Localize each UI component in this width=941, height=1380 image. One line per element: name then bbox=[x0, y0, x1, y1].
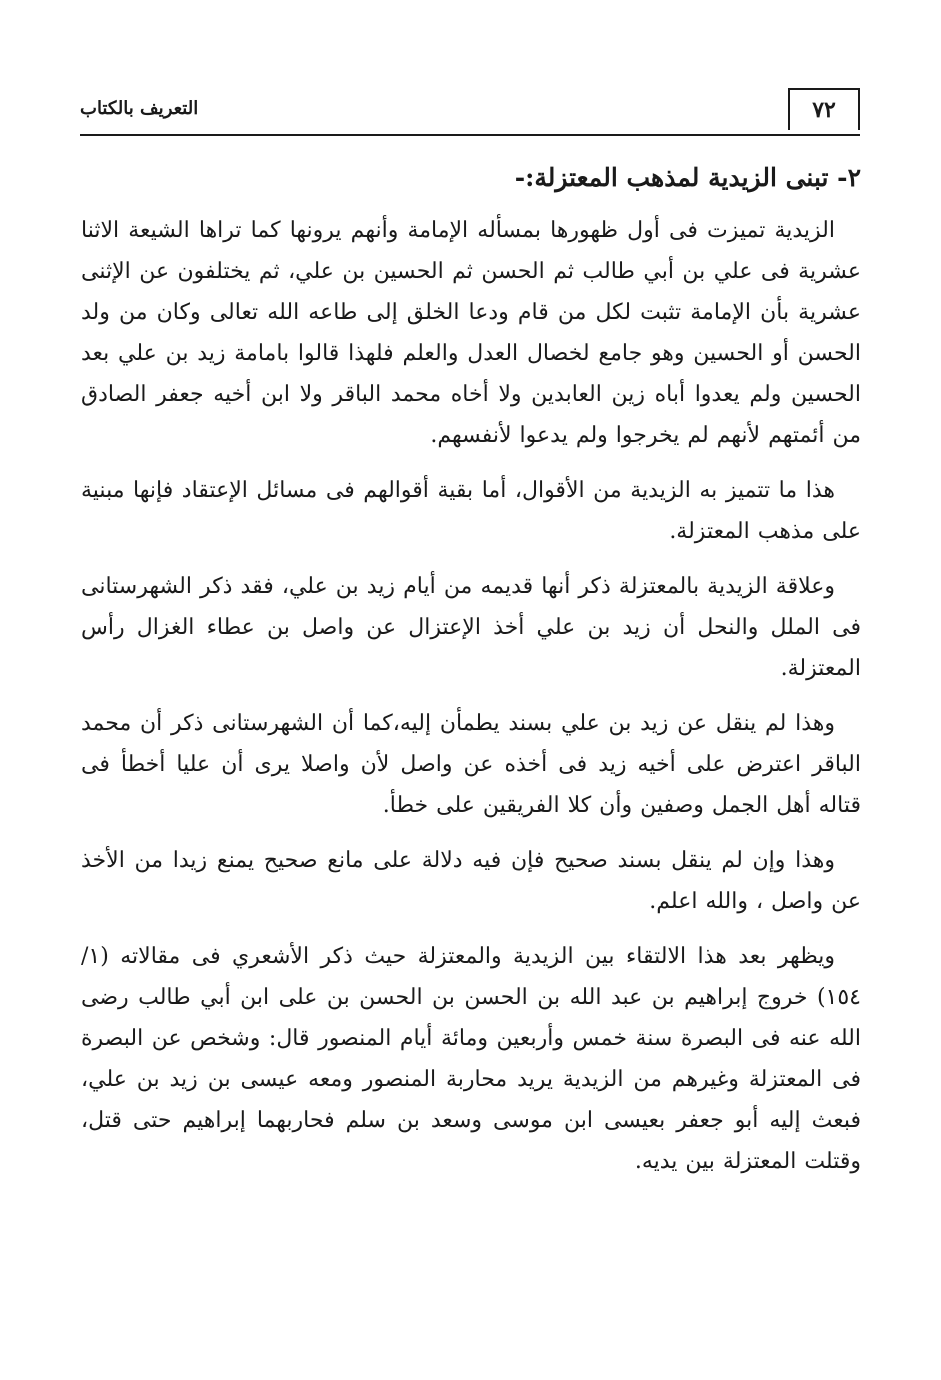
paragraph-5: وهذا وإن لم ينقل بسند صحيح فإن فيه دلالة على مانع صحيح يمنع زيدا من الأخذ عن واصل ، والله اعلم. bbox=[81, 848, 861, 914]
section-heading: ٢- تبنى الزيدية لمذهب المعتزلة:- bbox=[514, 163, 861, 192]
paragraph-3: وعلاقة الزيدية بالمعتزلة ذكر أنها قديمه من أيام زيد بن علي، فقد ذكر الشهرستانى فى الملل والنحل أن زيد بن علي أخذ الإعتزال عن واصل بن عطاء الغزال رأس المعتزلة. bbox=[81, 574, 861, 681]
paragraph-1: الزيدية تميزت فى أول ظهورها بمسأله الإمامة وأنهم يرونها كما تراها الشيعة الاثنا عشرية فى علي بن أبي طالب ثم الحسن ثم الحسين بن علي، ثم يختلفون عن الإثنى عشرية بأن الإمامة تثبت لكل من قام ودعا الخلق إلى طاعه الله تعالى وكان من ولد الحسن أو الحسين وهو جامع لخصال العدل والعلم فلهذا قالوا بامامة زيد بن علي بعد الحسين ولم يعدوا أباه زين العابدين ولا أخاه محمد الباقر ولا ابن أخيه جعفر الصادق من أئمتهم لأنهم لم يخرجوا ولم يدعوا لأنفسهم. bbox=[81, 218, 861, 448]
paragraph-4: وهذا لم ينقل عن زيد بن علي بسند يطمأن إليه،كما أن الشهرستانى ذكر أن محمد الباقر اعترض على أخيه زيد فى أخذه عن واصل لأن واصلا يرى أن عليا أخطأ فى قتاله أهل الجمل وصفين وأن كلا الفريقين على خطأ. bbox=[81, 711, 861, 818]
running-title: التعريف بالكتاب bbox=[80, 98, 199, 119]
paragraph-2: هذا ما تتميز به الزيدية من الأقوال، أما بقية أقوالهم فى مسائل الإعتقاد فإنها مبنية على مذهب المعتزلة. bbox=[81, 478, 861, 544]
page-number: ٧٢ bbox=[788, 88, 860, 130]
paragraph-6: ويظهر بعد هذا الالتقاء بين الزيدية والمعتزلة حيث ذكر الأشعري فى مقالاته (١/ ١٥٤) خروج إبراهيم بن عبد الله بن الحسن بن الحسن بن على ابن أبي طالب رضى الله عنه فى البصرة سنة خمس وأربعين ومائة أيام المنصور قال: وشخص عن البصرة فى المعتزلة وغيرهم من الزيدية يريد محاربة المنصور ومعه عيسى بن زيد بن علي، فبعث إليه أبو جعفر بعيسى ابن موسى وسعد بن سلم فحاربهما إبراهيم حتى قتل، وقتلت المعتزلة بين يديه. bbox=[81, 944, 862, 1174]
page-body bbox=[81, 156, 861, 1196]
running-header bbox=[80, 88, 860, 136]
